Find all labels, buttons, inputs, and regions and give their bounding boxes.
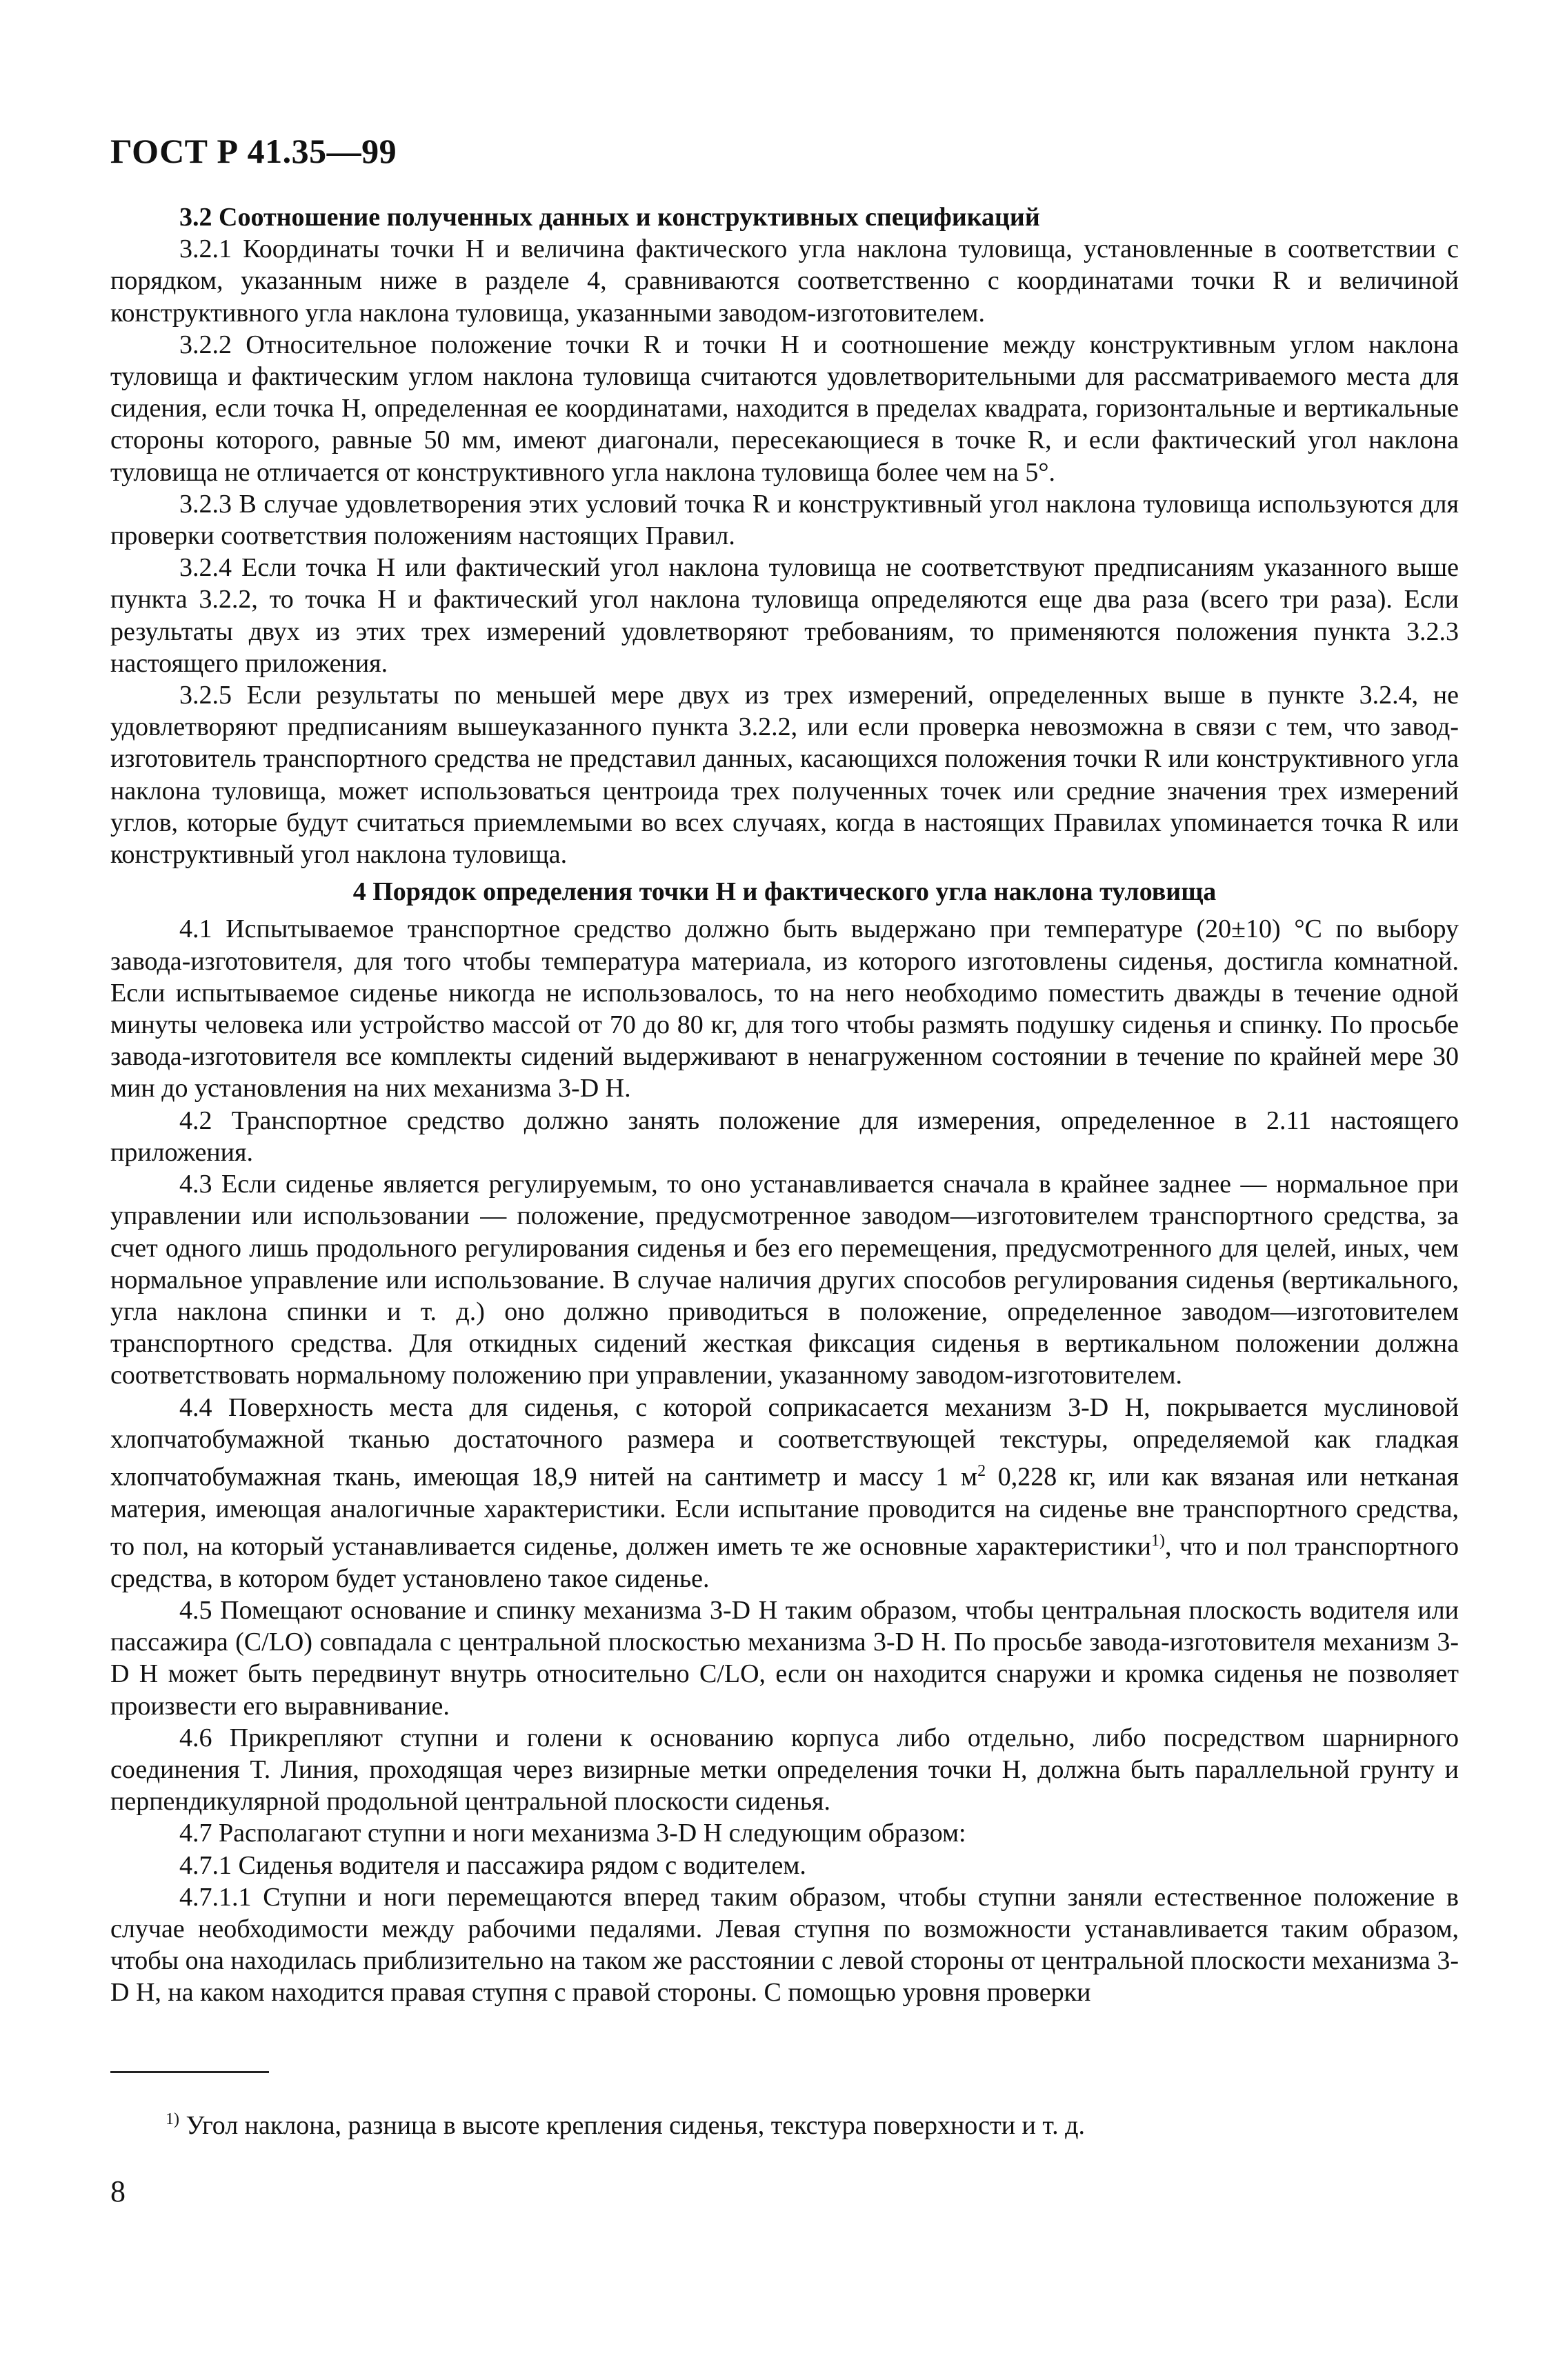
footnote-reference: 1)	[1151, 1531, 1165, 1550]
section-title-4: 4 Порядок определения точки H и фактического угла наклона туловища	[352, 877, 1217, 907]
footnote-text: Угол наклона, разница в высоте крепления сиденья, текстура поверхности и т. д.	[179, 2111, 1085, 2140]
paragraph-3-2-3: 3.2.3 В случае удовлетворения этих условий точка R и конструктивный угол наклона туловища используются для проверки соответствия положениям настоящих Правил.	[110, 489, 1459, 551]
footnote-divider	[110, 2071, 269, 2073]
paragraph-4-4-part-a: 4.4 Поверхность места для сиденья, с которой соприкасается механизм 3-D H, покрывается муслиновой хлопчатобумажной тканью достаточного размера и соответствующей текстуры, определяемой как гладкая хлопчатобумажная ткань, имеющая 18,9 нитей на сантиметр и массу 1 м	[110, 1392, 1459, 1492]
footnote	[166, 2103, 1455, 2141]
paragraph-4-7: 4.7 Располагают ступни и ноги механизма 3-D H следующим образом:	[179, 1819, 966, 1848]
document-header: ГОСТ Р 41.35—99	[110, 132, 397, 170]
paragraph-3-2-4: 3.2.4 Если точка H или фактический угол наклона туловища не соответствуют предписаниям указанного выше пункта 3.2.2, то точка H и фактический угол наклона туловища определяются еще два раза (всего три раза). Если результаты двух из этих трех измерений удовлетворяют требованиям, то применяются положения пункта 3.2.3 настоящего приложения.	[110, 553, 1459, 678]
document-body	[110, 201, 1459, 2009]
paragraph-4-7-1: 4.7.1 Сиденья водителя и пассажира рядом с водителем.	[179, 1850, 806, 1880]
section-title-3-2: 3.2 Соотношение полученных данных и конструктивных спецификаций	[179, 203, 1040, 232]
paragraph-4-6: 4.6 Прикрепляют ступни и голени к основанию корпуса либо отдельно, либо посредством шарнирного соединения T. Линия, проходящая через визирные метки определения точки H, должна быть параллельной грунту и перпендикулярной продольной центральной плоскости сиденья.	[110, 1723, 1459, 1817]
paragraph-4-5: 4.5 Помещают основание и спинку механизма 3-D H таким образом, чтобы центральная плоскость водителя или пассажира (C/LO) совпадала с центральной плоскостью механизма 3-D H. По просьбе завода-изготовителя механизм 3-D H может быть передвинут внутрь относительно C/LO, если он находится снаружи и кромка сиденья не позволяет произвести его выравнивание.	[110, 1596, 1459, 1721]
footnote-marker: 1)	[166, 2110, 179, 2128]
paragraph-4-1: 4.1 Испытываемое транспортное средство должно быть выдержано при температуре (20±10) °С по выбору завода-изготовителя, для того чтобы температура материала, из которого изготовлены сиденья, достигла комнатной. Если испытываемое сиденье никогда не использовалось, то на него необходимо поместить дважды в течение одной минуты человека или устройство массой от 70 до 80 кг, для того чтобы размять подушку сиденья и спинку. По просьбе завода-изготовителя все комплекты сидений выдерживают в ненагруженном состоянии в течение по крайней мере 30 мин до установления на них механизма 3-D H.	[110, 914, 1459, 1103]
paragraph-4-4-part-b: 0,228 кг, или как вязаная или нетканая материя, имеющая аналогичные характеристики. Если испытание проводится на сиденье вне транспортного средства, то пол, на который устанавливается сиденье, должен иметь те же основные характеристики	[110, 1462, 1459, 1561]
paragraph-4-3: 4.3 Если сиденье является регулируемым, то оно устанавливается сначала в крайнее заднее — нормальное при управлении или использовании — положение, предусмотренное заводом—изготовителем транспортного средства, за счет одного лишь продольного регулирования сиденья и без его перемещения, предусмотренного для целей, иных, чем нормальное управление или использование. В случае наличия других способов регулирования сиденья (вертикального, угла наклона спинки и т. д.) оно должно приводиться в положение, определенное заводом—изготовителем транспортного средства. Для откидных сидений жесткая фиксация сиденья в вертикальном положении должна соответствовать нормальному положению при управлении, указанному заводом-изготовителем.	[110, 1170, 1459, 1390]
paragraph-3-2-1: 3.2.1 Координаты точки H и величина фактического угла наклона туловища, установленные в соответствии с порядком, указанным ниже в разделе 4, сравниваются соответственно с координатами точки R и величиной конструктивного угла наклона туловища, указанными заводом-изготовителем.	[110, 234, 1459, 328]
paragraph-4-7-1-1: 4.7.1.1 Ступни и ноги перемещаются вперед таким образом, чтобы ступни заняли естественное положение в случае необходимости между рабочими педалями. Левая ступня по возможности устанавливается таким образом, чтобы она находилась приблизительно на таком же расстоянии с левой стороны от центральной плоскости механизма 3-D H, на каком находится правая ступня с правой стороны. С помощью уровня проверки	[110, 1882, 1459, 2008]
paragraph-3-2-5: 3.2.5 Если результаты по меньшей мере двух из трех измерений, определенных выше в пункте 3.2.4, не удовлетворяют предписаниям вышеуказанного пункта 3.2.2, или если проверка невозможна в связи с тем, что завод-изготовитель транспортного средства не представил данных, касающихся положения точки R или конструктивного угла наклона туловища, может использоваться центроида трех полученных точек или средние значения трех измерений углов, которые будут считаться приемлемыми во всех случаях, когда в настоящих Правилах упоминается точка R или конструктивный угол наклона туловища.	[110, 681, 1459, 870]
paragraph-4-4-part-c: , что и пол транспортного средства, в котором будет установлено такое сиденье.	[110, 1532, 1459, 1593]
superscript-2: 2	[977, 1461, 986, 1480]
paragraph-3-2-2: 3.2.2 Относительное положение точки R и точки H и соотношение между конструктивным углом наклона туловища и фактическим углом наклона туловища считаются удовлетворительными для рассматриваемого места для сидения, если точка H, определенная ее координатами, находится в пределах квадрата, горизонтальные и вертикальные стороны которого, равные 50 мм, имеют диагонали, пересекающиеся в точке R, и если фактический угол наклона туловища не отличается от конструктивного угла наклона туловища более чем на 5°.	[110, 330, 1459, 487]
page-number: 8	[110, 2174, 126, 2208]
paragraph-4-4	[110, 1392, 1459, 1595]
paragraph-4-2: 4.2 Транспортное средство должно занять положение для измерения, определенное в 2.11 настоящего приложения.	[110, 1106, 1459, 1167]
